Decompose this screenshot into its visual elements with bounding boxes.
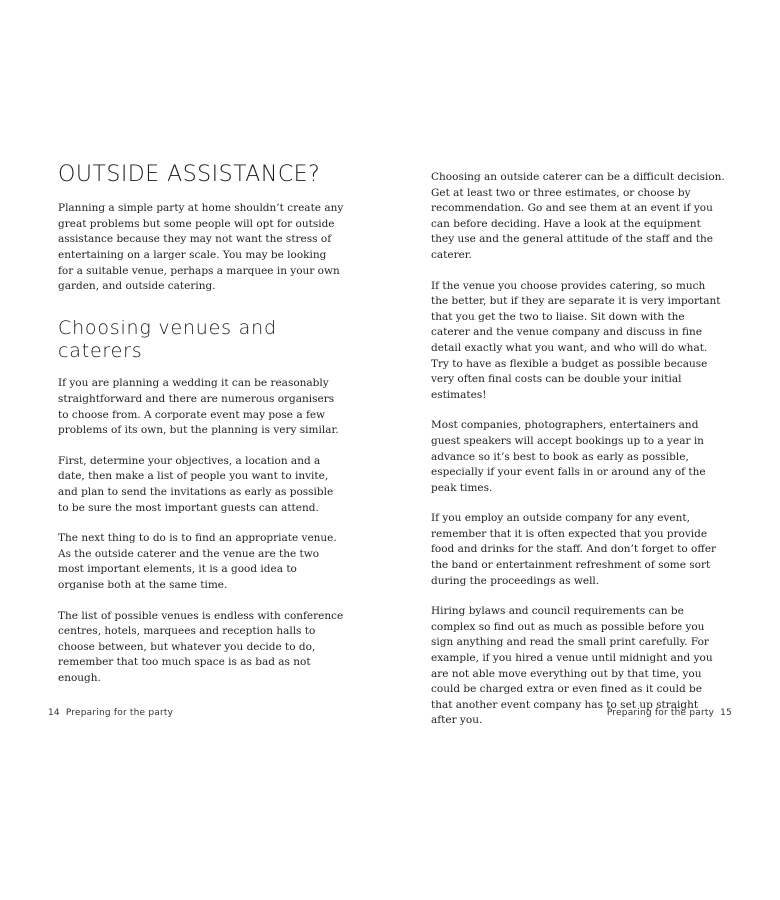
running-footer: Preparing for the party (606, 708, 715, 718)
body-paragraph: Choosing an outside caterer can be a difficult decision. Get at least two or three estimates, or choose by recommendation. Go and see them at an event if you can before deciding. Have a look at the equipment they use and the general attitude of the staff and the caterer. (431, 171, 725, 261)
left-column (58, 162, 344, 702)
left-folio (42, 708, 173, 718)
body-paragraph: Most companies, photographers, entertainers and guest speakers will accept bookings up to a year in advance so it’s best to book as early as possible, especially if your event falls in or around any of the peak times. (431, 419, 706, 494)
right-column (431, 170, 725, 744)
body-paragraph: The next thing to do is to find an appropriate venue. As the outside caterer and the venue are the two most important elements, it is a good idea to organise both at the same time. (58, 532, 337, 591)
body-paragraph: If you are planning a wedding it can be reasonably straightforward and there are numerous organisers to choose from. A corporate event may pose a few problems of its own, but the planning is very similar. (58, 377, 339, 437)
page-number: 15 (720, 708, 732, 718)
subheading: Choosing venues and caterers (58, 316, 277, 362)
page-number: 14 (48, 708, 60, 718)
body-paragraph: First, determine your objectives, a location and a date, then make a list of people you want to invite, and plan to send the invitations as early as possible to be sure the most important guests can attend. (58, 454, 334, 514)
body-paragraph: Hiring bylaws and council requirements can be complex so find out as much as possible before you sign anything and read the small print carefully. For example, if you hired a venue until midnight and you are not able move everything out by that time, you could be charged extra or even fined as it could be that another event company has to set up straight after you. (431, 605, 713, 727)
body-paragraph: The list of possible venues is endless with conference centres, hotels, marquees and reception halls to choose between, but whatever you decide to do, remember that too much space is as bad as not enough. (58, 609, 344, 684)
intro-paragraph: Planning a simple party at home shouldn’t create any great problems but some people will opt for outside assistance because they may not want the stress of entertaining on a larger scale. You may be looking for a suitable venue, perhaps a marquee in your own garden, and outside catering. (58, 202, 344, 293)
right-folio (607, 708, 738, 718)
section-heading: OUTSIDE ASSISTANCE? (58, 162, 321, 187)
body-paragraph: If the venue you choose provides catering, so much the better, but if they are separate it is very important that you get the two to liaise. Sit down with the caterer and the venue company and discuss in fine detail exactly what you want, and who will do what. Try to have as flexible a budget as possible because very often final costs can be double your initial estimates! (431, 279, 721, 401)
body-paragraph: If you employ an outside company for any event, remember that it is often expected that you provide food and drinks for the staff. And don’t forget to offer the band or entertainment refreshment of some sort during the proceedings as well. (431, 512, 717, 587)
right-page (390, 0, 780, 900)
running-footer: Preparing for the party (65, 708, 174, 718)
